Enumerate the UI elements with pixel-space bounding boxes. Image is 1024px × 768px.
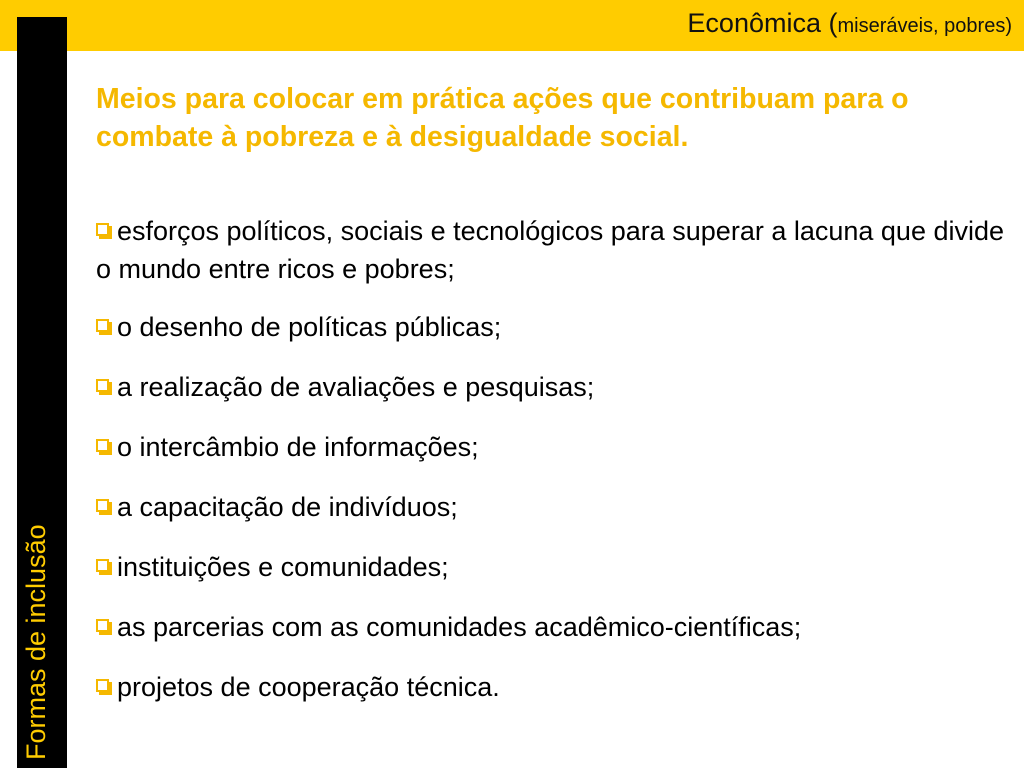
header-bar	[0, 0, 1024, 51]
square-bullet-icon	[96, 559, 109, 572]
square-bullet-icon	[96, 679, 109, 692]
list-item	[96, 428, 1011, 466]
list-item	[96, 608, 1011, 646]
bullet-list	[96, 212, 1011, 728]
slide-title-sub: miseráveis, pobres)	[837, 15, 1012, 37]
section-heading: Meios para colocar em prática ações que contribuam para o combate à pobreza e à desigualdade social.	[96, 83, 909, 153]
list-item-text: o desenho de políticas públicas;	[117, 312, 502, 342]
list-item	[96, 488, 1011, 526]
square-bullet-icon	[96, 499, 109, 512]
list-item	[96, 548, 1011, 586]
square-bullet-icon	[96, 619, 109, 632]
square-bullet-icon	[96, 379, 109, 392]
list-item-text: projetos de cooperação técnica.	[117, 672, 500, 702]
slide-title	[687, 8, 1012, 39]
list-item-text: a capacitação de indivíduos;	[117, 492, 458, 522]
sidebar-label: Formas de inclusão	[21, 524, 51, 760]
square-bullet-icon	[96, 439, 109, 452]
list-item	[96, 308, 1011, 346]
list-item-text: a realização de avaliações e pesquisas;	[117, 372, 595, 402]
list-item-text: as parcerias com as comunidades acadêmico-científicas;	[117, 612, 802, 642]
list-item	[96, 368, 1011, 406]
square-bullet-icon	[96, 319, 109, 332]
square-bullet-icon	[96, 223, 109, 236]
list-item-text: instituições e comunidades;	[117, 552, 449, 582]
list-item-text: esforços políticos, sociais e tecnológicos para superar a lacuna que divide o mundo entre ricos e pobres;	[96, 216, 1005, 284]
slide-title-main: Econômica (	[687, 8, 838, 38]
list-item-text: o intercâmbio de informações;	[117, 432, 479, 462]
list-item	[96, 668, 1011, 706]
list-item	[96, 212, 1011, 288]
